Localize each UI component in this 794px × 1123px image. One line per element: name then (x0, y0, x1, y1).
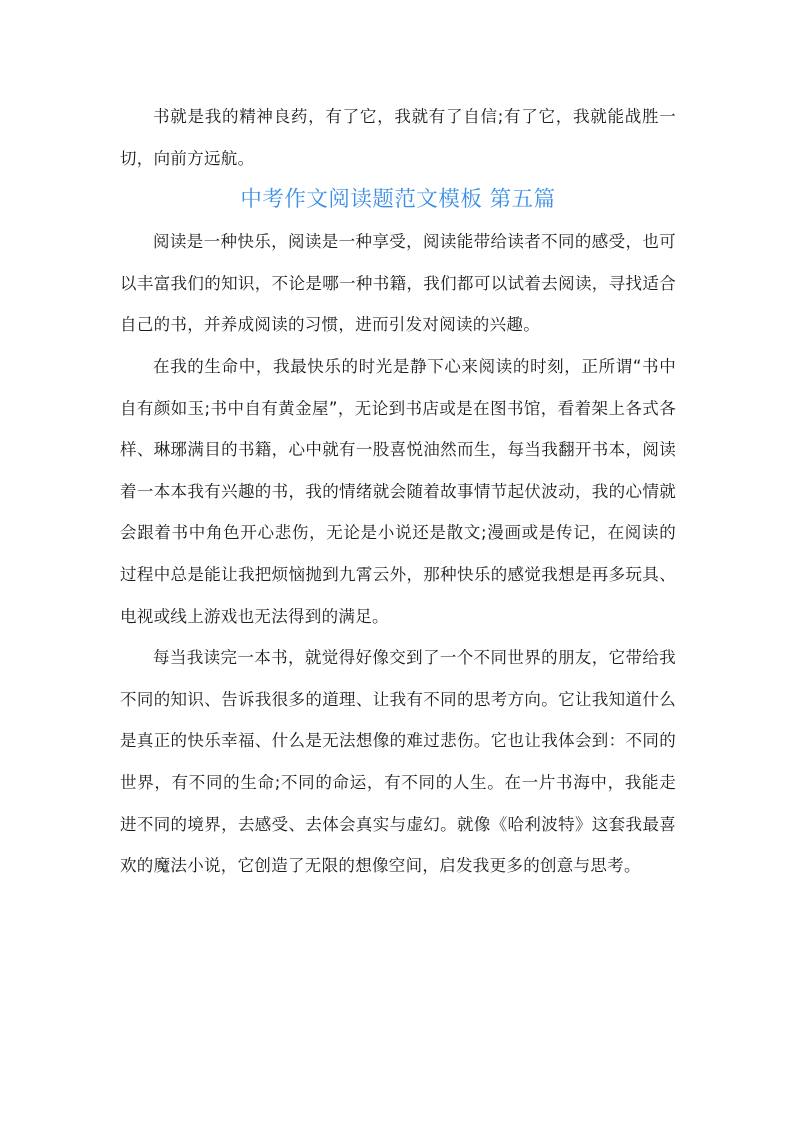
body-paragraph-1: 阅读是一种快乐，阅读是一种享受，阅读能带给读者不同的感受，也可以丰富我们的知识，不论是哪一种书籍，我们都可以试着去阅读，寻找适合自己的书，并养成阅读的习惯，进而引发对阅读的兴趣。 (120, 232, 676, 335)
body-paragraph-2: 在我的生命中，我最快乐的时光是静下心来阅读的时刻，正所谓“书中自有颜如玉;书中自有黄金屋”，无论到书店或是在图书馆，看着架上各式各样、琳琊满目的书籍，心中就有一股喜悦油然而生，每当我翻开书本，阅读着一本本我有兴趣的书，我的情绪就会随着故事情节起伏波动，我的心情就会跟着书中角色开心悲伤，无论是小说还是散文;漫画或是传记，在阅读的过程中总是能让我把烦恼抛到九霄云外，那种快乐的感觉我想是再多玩具、电视或线上游戏也无法得到的满足。 (120, 356, 676, 626)
body-paragraph-3: 每当我读完一本书，就觉得好像交到了一个不同世界的朋友，它带给我不同的知识、告诉我很多的道理、让我有不同的思考方向。它让我知道什么是真正的快乐幸福、什么是无法想像的难过悲伤。它也让我体会到：不同的世界，有不同的生命;不同的命运，有不同的人生。在一片书海中，我能走进不同的境界，去感受、去体会真实与虚幻。就像《哈利波特》这套我最喜欢的魔法小说，它创造了无限的想像空间，启发我更多的创意与思考。 (120, 648, 676, 876)
document-page (120, 96, 676, 887)
section-title: 中考作文阅读题范文模板 第五篇 (240, 187, 556, 213)
intro-paragraph: 书就是我的精神良药，有了它，我就有了自信;有了它，我就能战胜一切，向前方远航。 (120, 107, 676, 168)
